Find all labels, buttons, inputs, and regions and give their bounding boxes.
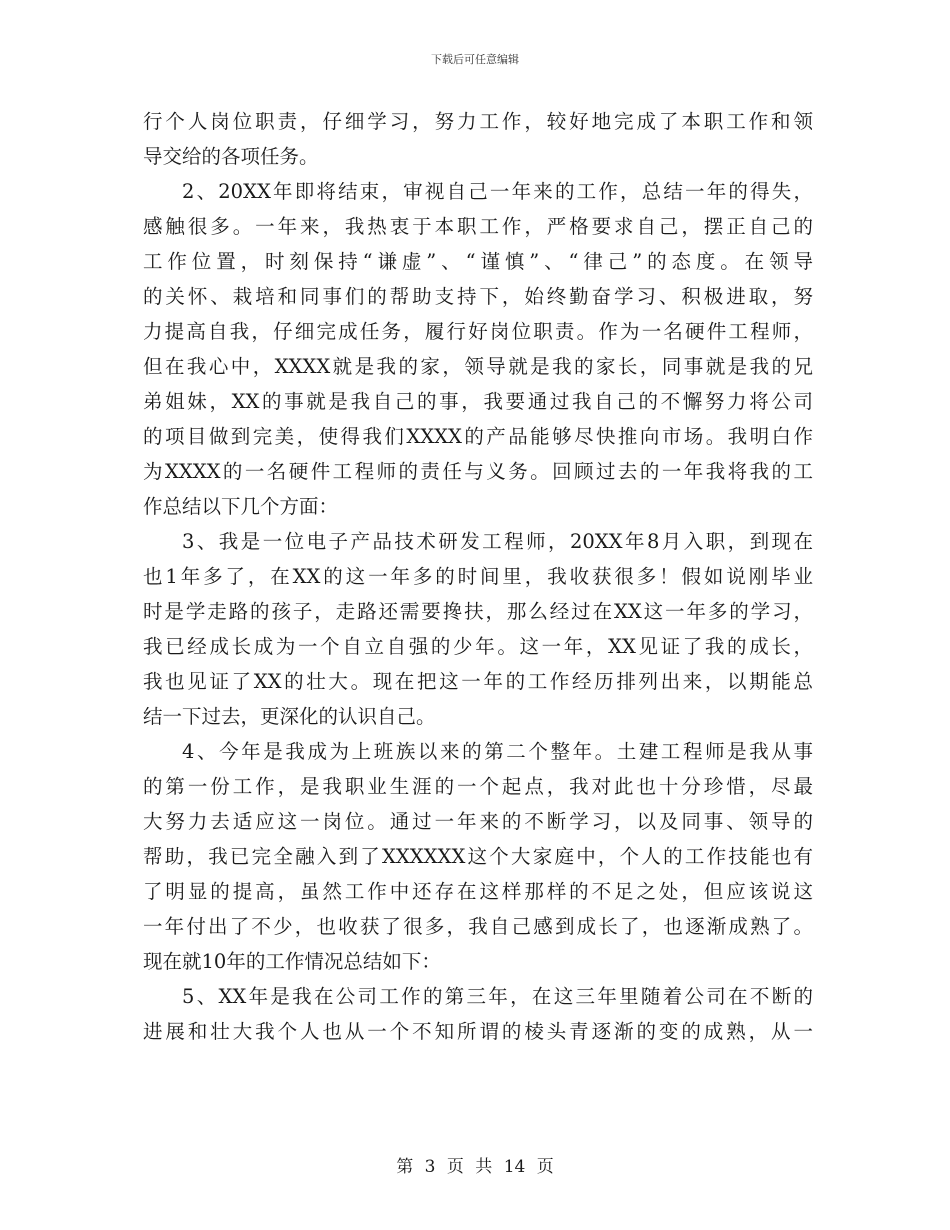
page-header: 下载后可任意编辑 [431,53,519,66]
text-line: 帮助，我已完全融入到了XXXXXX这个大家庭中，个人的工作技能也有 [143,845,813,868]
paragraph-start-line: 5、XX年是我在公司工作的第三年，在这三年里随着公司在不断的 [182,985,813,1008]
text-line: 了明显的提高，虽然工作中还存在这样那样的不足之处，但应该说这 [143,880,813,903]
document-body [143,104,813,1049]
paragraph-start-line: 3、我是一位电子产品技术研发工程师，20XX年8月入职，到现在 [182,530,813,553]
paragraph-start-line: 2、20XX年即将结束，审视自己一年来的工作，总结一年的得失， [182,180,813,203]
page-number: 第 3 页 共 14 页 [396,1157,554,1177]
text-line: 导交给的各项任务。 [143,145,319,168]
text-line: 结一下过去，更深化的认识自己。 [143,705,436,728]
text-line: 大努力去适应这一岗位。通过一年来的不断学习，以及同事、领导的 [143,810,813,833]
text-line: 但在我心中，XXXX就是我的家，领导就是我的家长，同事就是我的兄 [143,355,813,378]
paragraph-start-line: 4、今年是我成为上班族以来的第二个整年。土建工程师是我从事 [182,740,813,763]
text-line: 弟姐妹，XX的事就是我自己的事，我要通过我自己的不懈努力将公司 [143,390,813,413]
text-line: 也1年多了，在XX的这一年多的时间里，我收获很多！假如说刚毕业 [143,565,813,588]
text-line: 我已经成长成为一个自立自强的少年。这一年，XX见证了我的成长， [143,635,813,658]
text-line: 的项目做到完美，使得我们XXXX的产品能够尽快推向市场。我明白作 [143,425,813,448]
text-line: 工作位置，时刻保持“谦虚”、“谨慎”、“律己”的态度。在领导 [143,250,813,273]
text-line: 行个人岗位职责，仔细学习，努力工作，较好地完成了本职工作和领 [143,110,813,133]
text-line: 时是学走路的孩子，走路还需要搀扶，那么经过在XX这一年多的学习， [143,600,813,623]
text-line: 力提高自我，仔细完成任务，履行好岗位职责。作为一名硬件工程师， [143,320,813,343]
text-line: 的第一份工作，是我职业生涯的一个起点，我对此也十分珍惜，尽最 [143,775,813,798]
text-line: 的关怀、栽培和同事们的帮助支持下，始终勤奋学习、积极进取，努 [143,285,813,308]
text-line: 我也见证了XX的壮大。现在把这一年的工作经历排列出来，以期能总 [143,670,813,693]
text-line: 一年付出了不少，也收获了很多，我自己感到成长了，也逐渐成熟了。 [143,915,813,938]
text-line: 进展和壮大我个人也从一个不知所谓的棱头青逐渐的变的成熟，从一 [143,1020,813,1043]
text-line: 作总结以下几个方面： [143,495,339,518]
text-line: 为XXXX的一名硬件工程师的责任与义务。回顾过去的一年我将我的工 [143,460,813,483]
text-line: 现在就10年的工作情况总结如下： [143,950,441,973]
text-line: 感触很多。一年来，我热衷于本职工作，严格要求自己，摆正自己的 [143,215,813,238]
